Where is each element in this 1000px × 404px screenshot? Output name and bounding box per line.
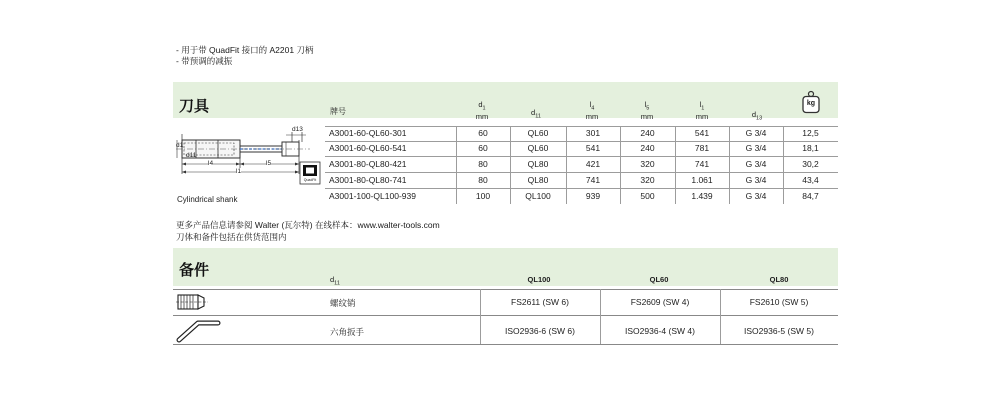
cell-kg: 43,4 bbox=[802, 175, 819, 185]
drawing-label-d1: d1 bbox=[176, 142, 184, 149]
spare-name: 螺纹销 bbox=[330, 298, 356, 308]
cell-l4: 421 bbox=[585, 159, 601, 169]
clamping-screw-icon bbox=[176, 292, 210, 317]
cell-d1: 100 bbox=[475, 191, 491, 201]
header-d11: $d_{11}$ bbox=[531, 108, 541, 120]
cell-l1: 781 bbox=[694, 143, 710, 153]
cell-l1: 1.439 bbox=[691, 191, 713, 201]
cell-l4: 541 bbox=[585, 143, 601, 153]
spare-ql100: ISO2936-6 (SW 6) bbox=[505, 326, 575, 336]
spare-ql100: FS2611 (SW 6) bbox=[511, 297, 569, 307]
cell-d11: QL80 bbox=[527, 175, 549, 185]
cell-l1: 741 bbox=[694, 159, 710, 169]
spare-ql80: ISO2936-5 (SW 5) bbox=[744, 326, 814, 336]
notes bbox=[176, 45, 313, 67]
cell-d11: QL80 bbox=[527, 159, 549, 169]
footnote bbox=[176, 219, 440, 243]
cell-part: A3001-80-QL80-741 bbox=[329, 175, 407, 185]
quadfit-badge: QuadFit bbox=[303, 178, 317, 182]
cell-d13: G 3/4 bbox=[745, 175, 767, 185]
table-row bbox=[325, 191, 838, 205]
table-row bbox=[325, 143, 838, 157]
cell-l5: 320 bbox=[640, 159, 655, 169]
table-rule bbox=[325, 126, 838, 127]
spares-rule bbox=[173, 289, 838, 290]
drawing-label-d13: d13 bbox=[292, 126, 303, 133]
cell-part: A3001-100-QL100-939 bbox=[329, 191, 416, 201]
cell-d11: QL60 bbox=[527, 143, 549, 153]
spares-header-ql100: QL100 bbox=[527, 275, 551, 284]
cell-l5: 240 bbox=[640, 128, 655, 138]
cell-d1: 80 bbox=[478, 159, 488, 169]
header-part: 牌号 bbox=[330, 107, 346, 116]
cell-d11: QL100 bbox=[525, 191, 551, 201]
spare-name: 六角扳手 bbox=[330, 327, 365, 337]
drawing-label-l4: l4 bbox=[208, 160, 214, 167]
drawing-label-l1: l1 bbox=[236, 168, 242, 175]
cell-d13: G 3/4 bbox=[745, 128, 767, 138]
cell-kg: 84,7 bbox=[802, 191, 819, 201]
tool-drawing bbox=[174, 124, 324, 190]
spares-header-d11: $d_{11}$ bbox=[330, 275, 340, 287]
weight-icon: kg bbox=[801, 90, 821, 119]
drawing-label-l5: l5 bbox=[266, 160, 272, 167]
cell-l1: 1.061 bbox=[691, 175, 713, 185]
hex-key-icon bbox=[176, 318, 222, 349]
header-d1: $d_1$ mm bbox=[475, 100, 489, 121]
spares-rule bbox=[173, 315, 838, 316]
footnote-line: 刀体和备件包括在供货范围内 bbox=[176, 232, 287, 242]
cell-kg: 12,5 bbox=[802, 128, 819, 138]
table-row bbox=[325, 159, 838, 173]
cell-d13: G 3/4 bbox=[745, 143, 767, 153]
spare-ql60: ISO2936-4 (SW 4) bbox=[625, 326, 695, 336]
footnote-line: 更多产品信息请参阅 Walter (瓦尔特) 在线样本：www.walter-tools.com bbox=[176, 220, 440, 230]
cell-l4: 301 bbox=[585, 128, 601, 138]
header-l5: $l_5$ mm bbox=[640, 100, 654, 121]
cell-part: A3001-60-QL60-541 bbox=[329, 143, 407, 153]
cell-d1: 60 bbox=[478, 128, 488, 138]
note-line: - 用于带 QuadFit 接口的 A2201 刀柄 bbox=[176, 45, 314, 55]
spare-ql60: FS2609 (SW 4) bbox=[630, 297, 690, 307]
spares-section-title: 备件 bbox=[179, 262, 210, 279]
tools-section-title: 刀具 bbox=[179, 98, 210, 115]
header-l1: $l_1$ mm bbox=[695, 100, 709, 121]
cell-kg: 18,1 bbox=[802, 143, 819, 153]
cell-d11: QL60 bbox=[527, 128, 549, 138]
cell-part: A3001-60-QL60-301 bbox=[329, 128, 407, 138]
header-d13: $d_{13}$ bbox=[751, 110, 763, 122]
cell-l5: 240 bbox=[640, 143, 655, 153]
table-row bbox=[325, 128, 838, 142]
cell-l4: 939 bbox=[585, 191, 601, 201]
cell-l1: 541 bbox=[694, 128, 710, 138]
drawing-caption: Cylindrical shank bbox=[177, 195, 238, 204]
drawing-label-d11: d11 bbox=[186, 152, 197, 159]
note-line: - 带预调的减振 bbox=[176, 56, 233, 66]
cell-l5: 500 bbox=[640, 191, 655, 201]
spares-header-ql60: QL60 bbox=[649, 275, 669, 284]
cell-d13: G 3/4 bbox=[745, 191, 767, 201]
table-row bbox=[325, 175, 838, 189]
spares-rule bbox=[173, 344, 838, 345]
spares-header-ql80: QL80 bbox=[769, 275, 789, 284]
tools-header-band bbox=[173, 82, 838, 118]
cell-l4: 741 bbox=[585, 175, 601, 185]
cell-part: A3001-80-QL80-421 bbox=[329, 159, 407, 169]
header-l4: $l_4$ mm bbox=[585, 100, 599, 121]
cell-kg: 30,2 bbox=[802, 159, 819, 169]
cell-d13: G 3/4 bbox=[745, 159, 767, 169]
cell-d1: 60 bbox=[478, 143, 488, 153]
spare-ql80: FS2610 (SW 5) bbox=[749, 297, 809, 307]
cell-d1: 80 bbox=[478, 175, 488, 185]
cell-l5: 320 bbox=[640, 175, 655, 185]
